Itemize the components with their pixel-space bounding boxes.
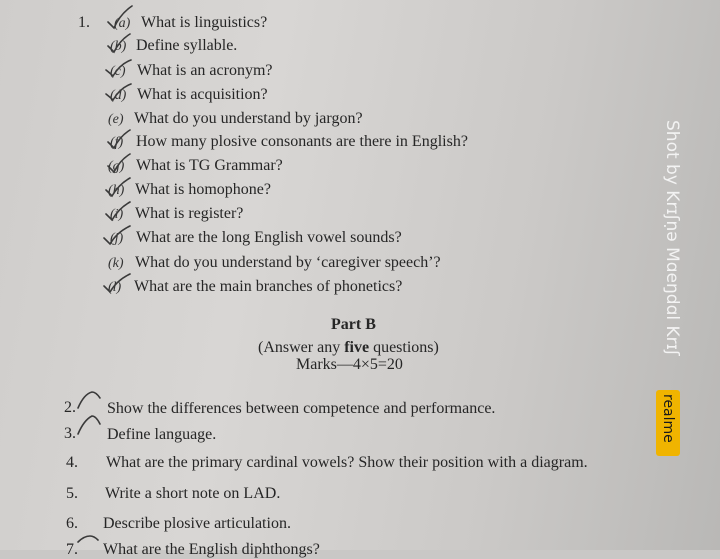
question-number: 7. (66, 541, 78, 558)
question-number: 1. (78, 14, 90, 31)
tick-icon (106, 84, 131, 100)
tick-icon (106, 202, 130, 220)
question-number: 3. (64, 425, 76, 442)
part-a-item: What are the long English vowel sounds? (136, 229, 402, 246)
shot-by-text: Shot by Krɪʃṇə Mɑeŋdɑl Krɪʃ (662, 120, 682, 356)
instruction-text: questions) (369, 339, 439, 356)
brand-badge (656, 390, 680, 456)
tick-icon (108, 130, 130, 148)
part-a-item: How many plosive consonants are there in English? (136, 133, 468, 150)
part-b-question: What are the English diphthongs? (103, 541, 320, 558)
item-marker: (h) (108, 183, 125, 198)
part-b-question: Write a short note on LAD. (105, 485, 281, 502)
question-number: 4. (66, 454, 78, 471)
brand-logo-text: realme (660, 394, 676, 443)
tick-icon (108, 154, 130, 172)
part-b-question: Describe plosive articulation. (103, 515, 291, 532)
part-b-question: Show the differences between competence and performance. (107, 400, 496, 417)
part-a-item: What is homophone? (135, 181, 271, 198)
part-b-question: Define language. (107, 426, 217, 443)
part-b-question: What are the primary cardinal vowels? Show their position with a diagram. (106, 454, 588, 471)
tick-icon (78, 392, 100, 408)
item-marker: (i) (110, 207, 124, 222)
part-b-marks: Marks—4×5=20 (296, 356, 403, 373)
tick-icon (108, 6, 132, 28)
part-a-item: What is linguistics? (141, 14, 268, 31)
tick-icon (78, 536, 98, 542)
part-a-item: What do you understand by ‘caregiver speech’? (135, 254, 441, 271)
item-marker: (l) (108, 280, 122, 295)
part-a-item: What is register? (135, 205, 244, 222)
bleed-through-text (300, 26, 304, 42)
tick-icon (106, 60, 131, 76)
item-marker: (a) (114, 16, 131, 31)
part-a-item: What is acquisition? (137, 86, 268, 103)
item-marker: (d) (110, 88, 127, 103)
tick-icon (104, 274, 130, 292)
part-a-item: Define syllable. (136, 37, 238, 54)
tick-icon (106, 178, 130, 196)
instruction-emphasis: five (344, 339, 370, 356)
pencil-tick-marks (98, 2, 248, 302)
part-a-item: What is TG Grammar? (136, 157, 283, 174)
instruction-text: (Answer any (258, 339, 345, 356)
part-b-instruction (258, 339, 439, 357)
tick-icon (78, 416, 100, 434)
item-marker: (c) (110, 64, 126, 79)
part-a-item: What do you understand by jargon? (134, 110, 363, 127)
item-marker: (b) (110, 39, 127, 54)
item-marker: (g) (108, 159, 125, 174)
item-marker: (j) (110, 231, 124, 246)
part-a-item: What is an acronym? (137, 62, 273, 79)
camera-watermark (658, 120, 682, 380)
question-number: 5. (66, 485, 78, 502)
item-marker: (k) (108, 256, 124, 271)
question-number: 6. (66, 515, 78, 532)
pencil-tick-marks (56, 386, 116, 546)
question-number: 2. (64, 399, 76, 416)
part-a-item: What are the main branches of phonetics? (134, 278, 403, 295)
item-marker: (e) (108, 112, 124, 127)
part-b-title: Part B (331, 316, 376, 333)
item-marker: (f) (110, 135, 124, 150)
tick-icon (104, 226, 130, 244)
tick-icon (108, 34, 130, 52)
